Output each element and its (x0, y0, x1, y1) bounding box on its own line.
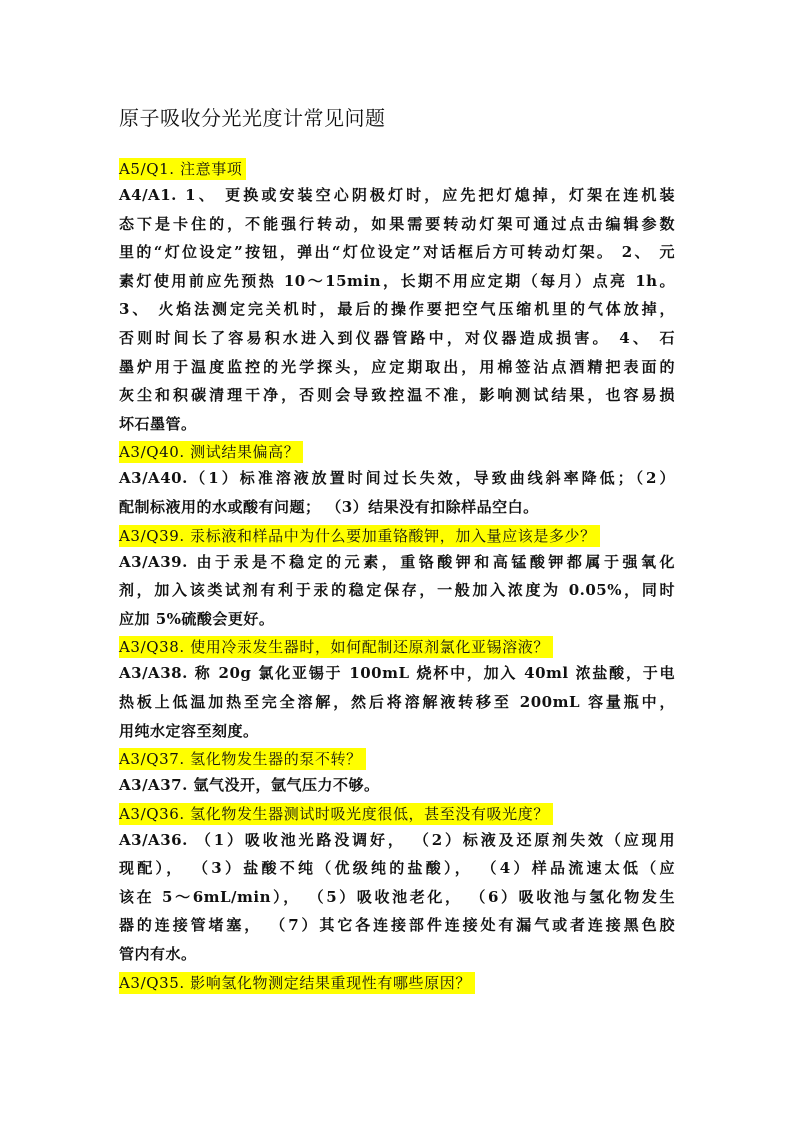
faq-question: A3/Q37. 氢化物发生器的泵不转？ (119, 748, 366, 770)
answer-line: 坏石墨管。 (119, 414, 197, 433)
faq-item (119, 634, 675, 745)
faq-question: A5/Q1. 注意事项 (119, 158, 246, 180)
answer-line: A3/A40.（1）标准溶液放置时间过长失效，导致曲线斜率降低；（2） (119, 469, 675, 488)
faq-content (119, 156, 675, 995)
faq-answer (119, 771, 675, 800)
answer-line: 应加 5%硫酸会更好。 (119, 609, 275, 628)
answer-line: 管内有水。 (119, 945, 197, 964)
faq-item (119, 439, 675, 521)
answer-line: 配制标液用的水或酸有问题； （3）结果没有扣除样品空白。 (119, 497, 539, 516)
faq-item (119, 156, 675, 438)
page-title: 原子吸收分光光度计常见问题 (119, 106, 386, 130)
faq-item (119, 523, 675, 634)
answer-line: 里的“灯位设定”按钮，弹出“灯位设定”对话框后方可转动灯架。 2、 元 (119, 243, 675, 262)
faq-item (119, 801, 675, 969)
answer-line: A3/A37. 氩气没开，氩气压力不够。 (119, 776, 380, 795)
faq-question: A3/Q39. 汞标液和样品中为什么要加重铬酸钾，加入量应该是多少？ (119, 525, 600, 547)
faq-answer (119, 548, 675, 634)
answer-line: A4/A1. 1、 更换或安装空心阴极灯时，应先把灯熄掉，灯架在连机装 (119, 186, 675, 204)
faq-answer (119, 659, 675, 745)
answer-line: 器的连接管堵塞， （7）其它各连接部件连接处有漏气或者连接黑色胶 (119, 916, 675, 935)
answer-line: 否则时间长了容易积水进入到仪器管路中，对仪器造成损害。 4、 石 (119, 328, 675, 347)
answer-line: 态下是卡住的，不能强行转动，如果需要转动灯架可通过点击编辑参数 (119, 214, 675, 233)
answer-line: 3、 火焰法测定完关机时，最后的操作要把空气压缩机里的气体放掉， (119, 300, 675, 319)
faq-item (119, 970, 675, 995)
answer-line: 现配）， （3）盐酸不纯（优级纯的盐酸）， （4）样品流速太低（应 (119, 859, 675, 878)
answer-line: 用纯水定容至刻度。 (119, 721, 259, 740)
answer-line: A3/A39. 由于汞是不稳定的元素，重铬酸钾和高锰酸钾都属于强氧化 (119, 552, 675, 571)
answer-line: 剂，加入该类试剂有利于汞的稳定保存，一般加入浓度为 0.05%，同时 (119, 581, 675, 600)
answer-line: A3/A36. （1）吸收池光路没调好， （2）标液及还原剂失效（应现用 (119, 830, 675, 849)
faq-question: A3/Q38. 使用冷汞发生器时，如何配制还原剂氯化亚锡溶液？ (119, 636, 553, 658)
faq-question: A3/Q40. 测试结果偏高？ (119, 441, 303, 463)
faq-answer (119, 464, 675, 521)
answer-line: 热板上低温加热至完全溶解，然后将溶解液转移至 200mL 容量瓶中， (119, 692, 675, 711)
faq-answer (119, 826, 675, 969)
faq-question: A3/Q35. 影响氢化物测定结果重现性有哪些原因？ (119, 972, 475, 994)
faq-answer (119, 181, 675, 438)
answer-line: 墨炉用于温度监控的光学探头，应定期取出，用棉签沾点酒精把表面的 (119, 357, 675, 376)
faq-item (119, 746, 675, 800)
answer-line: 该在 5～6mL/min）， （5）吸收池老化， （6）吸收池与氢化物发生 (119, 887, 675, 906)
faq-question: A3/Q36. 氢化物发生器测试时吸光度很低，甚至没有吸光度？ (119, 803, 553, 825)
answer-line: 素灯使用前应先预热 10～15min，长期不用应定期（每月）点亮 1h。 (119, 271, 675, 290)
answer-line: A3/A38. 称 20g 氯化亚锡于 100mL 烧杯中，加入 40ml 浓盐酸，于电 (119, 664, 675, 683)
answer-line: 灰尘和积碳清理干净，否则会导致控温不准，影响测试结果，也容易损 (119, 386, 675, 405)
